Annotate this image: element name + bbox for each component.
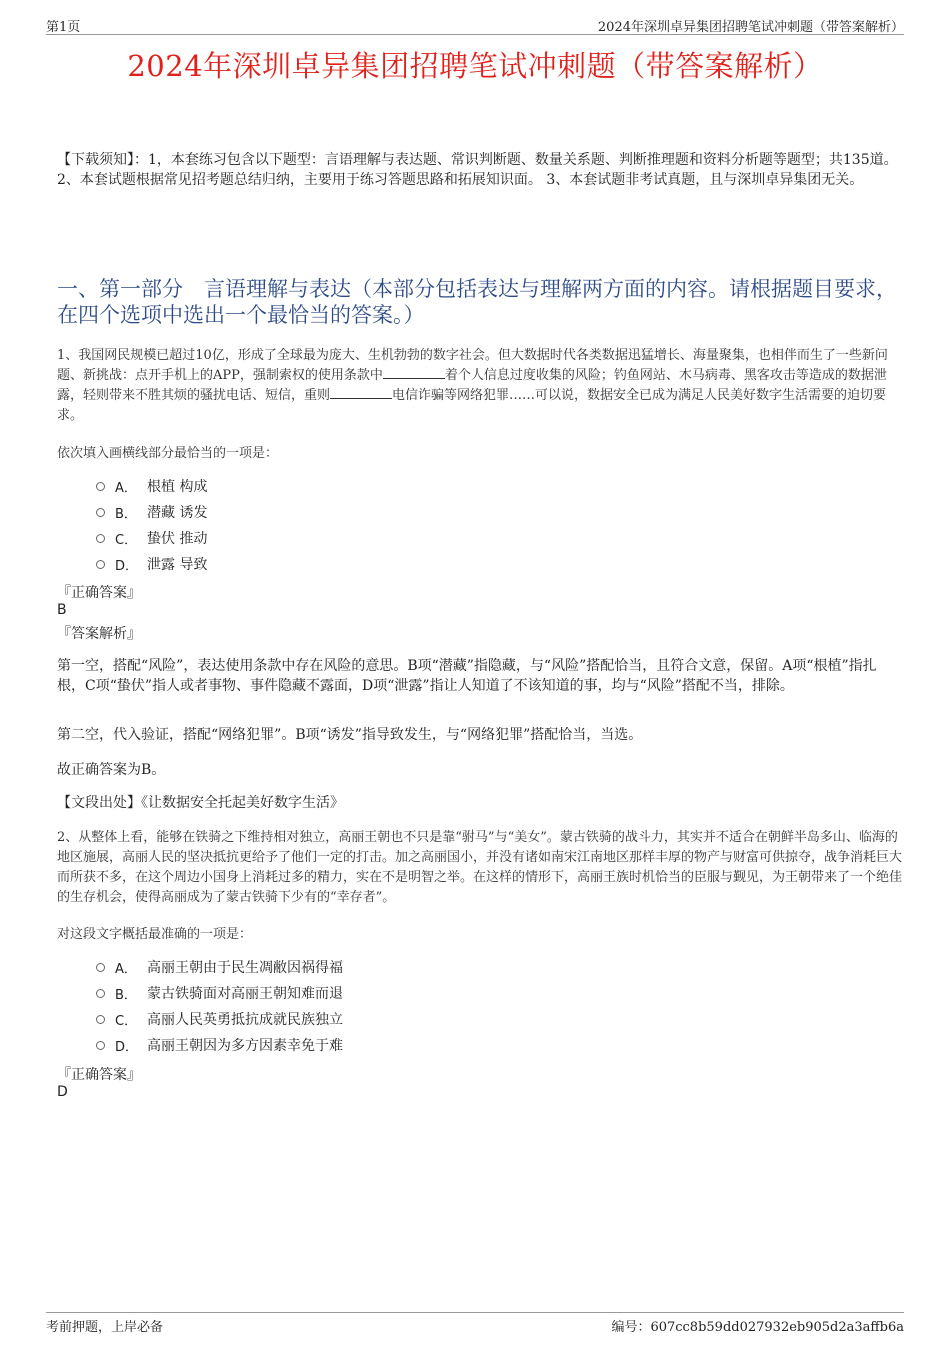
page-footer: [46, 1312, 904, 1339]
question-1-prompt: 依次填入画横线部分最恰当的一项是：: [57, 446, 279, 461]
radio-icon[interactable]: [96, 482, 105, 491]
option-c[interactable]: C． 蛰伏 推动: [96, 525, 207, 551]
radio-icon[interactable]: [96, 989, 105, 998]
option-a[interactable]: A． 根植 构成: [96, 473, 207, 499]
page-header: [46, 14, 904, 35]
answer-label: 『正确答案』: [57, 1067, 141, 1083]
header-doc-title: 2024年深圳卓异集团招聘笔试冲刺题（带答案解析）: [597, 20, 904, 35]
option-b[interactable]: B． 潜藏 诱发: [96, 499, 207, 525]
question-1-options: [96, 473, 207, 577]
radio-icon[interactable]: [96, 560, 105, 569]
analysis-label: 『答案解析』: [57, 626, 141, 642]
source-citation: 【文段出处】《让数据安全托起美好数字生活》: [57, 795, 344, 811]
radio-icon[interactable]: [96, 534, 105, 543]
option-a[interactable]: A． 高丽王朝由于民生凋敝因祸得福: [96, 954, 343, 980]
radio-icon[interactable]: [96, 1041, 105, 1050]
question-2-prompt: 对这段文字概括最准确的一项是：: [57, 927, 253, 942]
answer-value: D: [57, 1084, 68, 1100]
option-b[interactable]: B． 蒙古铁骑面对高丽王朝知难而退: [96, 980, 343, 1006]
footer-doc-id: 编号：607cc8b59dd027932eb905d2a3affb6a: [611, 1320, 904, 1335]
analysis-paragraph: 第一空，搭配“风险”，表达使用条款中存在风险的意思。B项“潜藏”指隐藏，与“风险”搭配恰当，且符合文意，保留。A项“根植”指扎根，C项“蛰伏”指人或者事物、事件隐藏不露面，D项“泄露”指让人知道了不该知道的事，均与“风险”搭配不当，排除。: [57, 658, 877, 694]
question-1-text: 1、我国网民规模已超过10亿，形成了全球最为庞大、生机勃勃的数字社会。但大数据时代各类数据迅猛增长、海量聚集，也相伴而生了一些新问题、新挑战：点开手机上的APP，强制索权的使用条款中 着个人信息过度收集的风险；钓鱼网站、木马病毒、黑客攻击等造成的数据泄露，轻则带来不胜其烦的骚扰电话、短信，重则 电信诈骗等网络犯罪……可以说，数据安全已成为满足人民美好数字生活需要的迫切要求。: [57, 348, 888, 423]
page-number: 第1页: [46, 20, 81, 35]
option-d[interactable]: D． 高丽王朝因为多方因素幸免于难: [96, 1032, 343, 1058]
analysis-conclusion: 故正确答案为B。: [57, 762, 166, 778]
section-heading: 一、第一部分 言语理解与表达（本部分包括表达与理解两方面的内容。请根据题目要求，在四个选项中选出一个最恰当的答案。）: [57, 277, 897, 327]
analysis-paragraph: 第二空，代入验证，搭配“网络犯罪”。B项“诱发”指导致发生，与“网络犯罪”搭配恰当，当选。: [57, 727, 643, 743]
question-2-text: 2、从整体上看，能够在铁骑之下维持相对独立，高丽王朝也不只是靠“驸马”与“美女”。蒙古铁骑的战斗力，其实并不适合在朝鲜半岛多山、临海的地区施展，高丽人民的坚决抵抗更给予了他们一定的打击。加之高丽国小，并没有诸如南宋江南地区那样丰厚的物产与财富可供掠夺，战争消耗巨大而所获不多，在这个周边小国身上消耗过多的精力，实在不是明智之举。在这样的情形下，高丽王族时机恰当的臣服与觐见，为王朝带来了一个绝佳的生存机会，使得高丽成为了蒙古铁骑下少有的“幸存者”。: [57, 830, 903, 905]
answer-value: B: [57, 602, 67, 618]
footer-slogan: 考前押题，上岸必备: [46, 1320, 164, 1335]
option-d[interactable]: D． 泄露 导致: [96, 551, 207, 577]
page-title: 2024年深圳卓异集团招聘笔试冲刺题（带答案解析）: [127, 49, 823, 83]
option-c[interactable]: C． 高丽人民英勇抵抗成就民族独立: [96, 1006, 343, 1032]
answer-label: 『正确答案』: [57, 585, 141, 601]
question-2-options: [96, 954, 343, 1058]
radio-icon[interactable]: [96, 1015, 105, 1024]
fill-blank: [383, 366, 445, 379]
fill-blank: [330, 386, 392, 399]
download-notice: 【下载须知】：1，本套练习包含以下题型：言语理解与表达题、常识判断题、数量关系题、判断推理题和资料分析题等题型；共135道。 2、本套试题根据常见招考题总结归纳，主要用于练习答题思路和拓展知识面。 3、本套试题非考试真题，且与深圳卓异集团无关。: [57, 152, 898, 188]
radio-icon[interactable]: [96, 508, 105, 517]
radio-icon[interactable]: [96, 963, 105, 972]
